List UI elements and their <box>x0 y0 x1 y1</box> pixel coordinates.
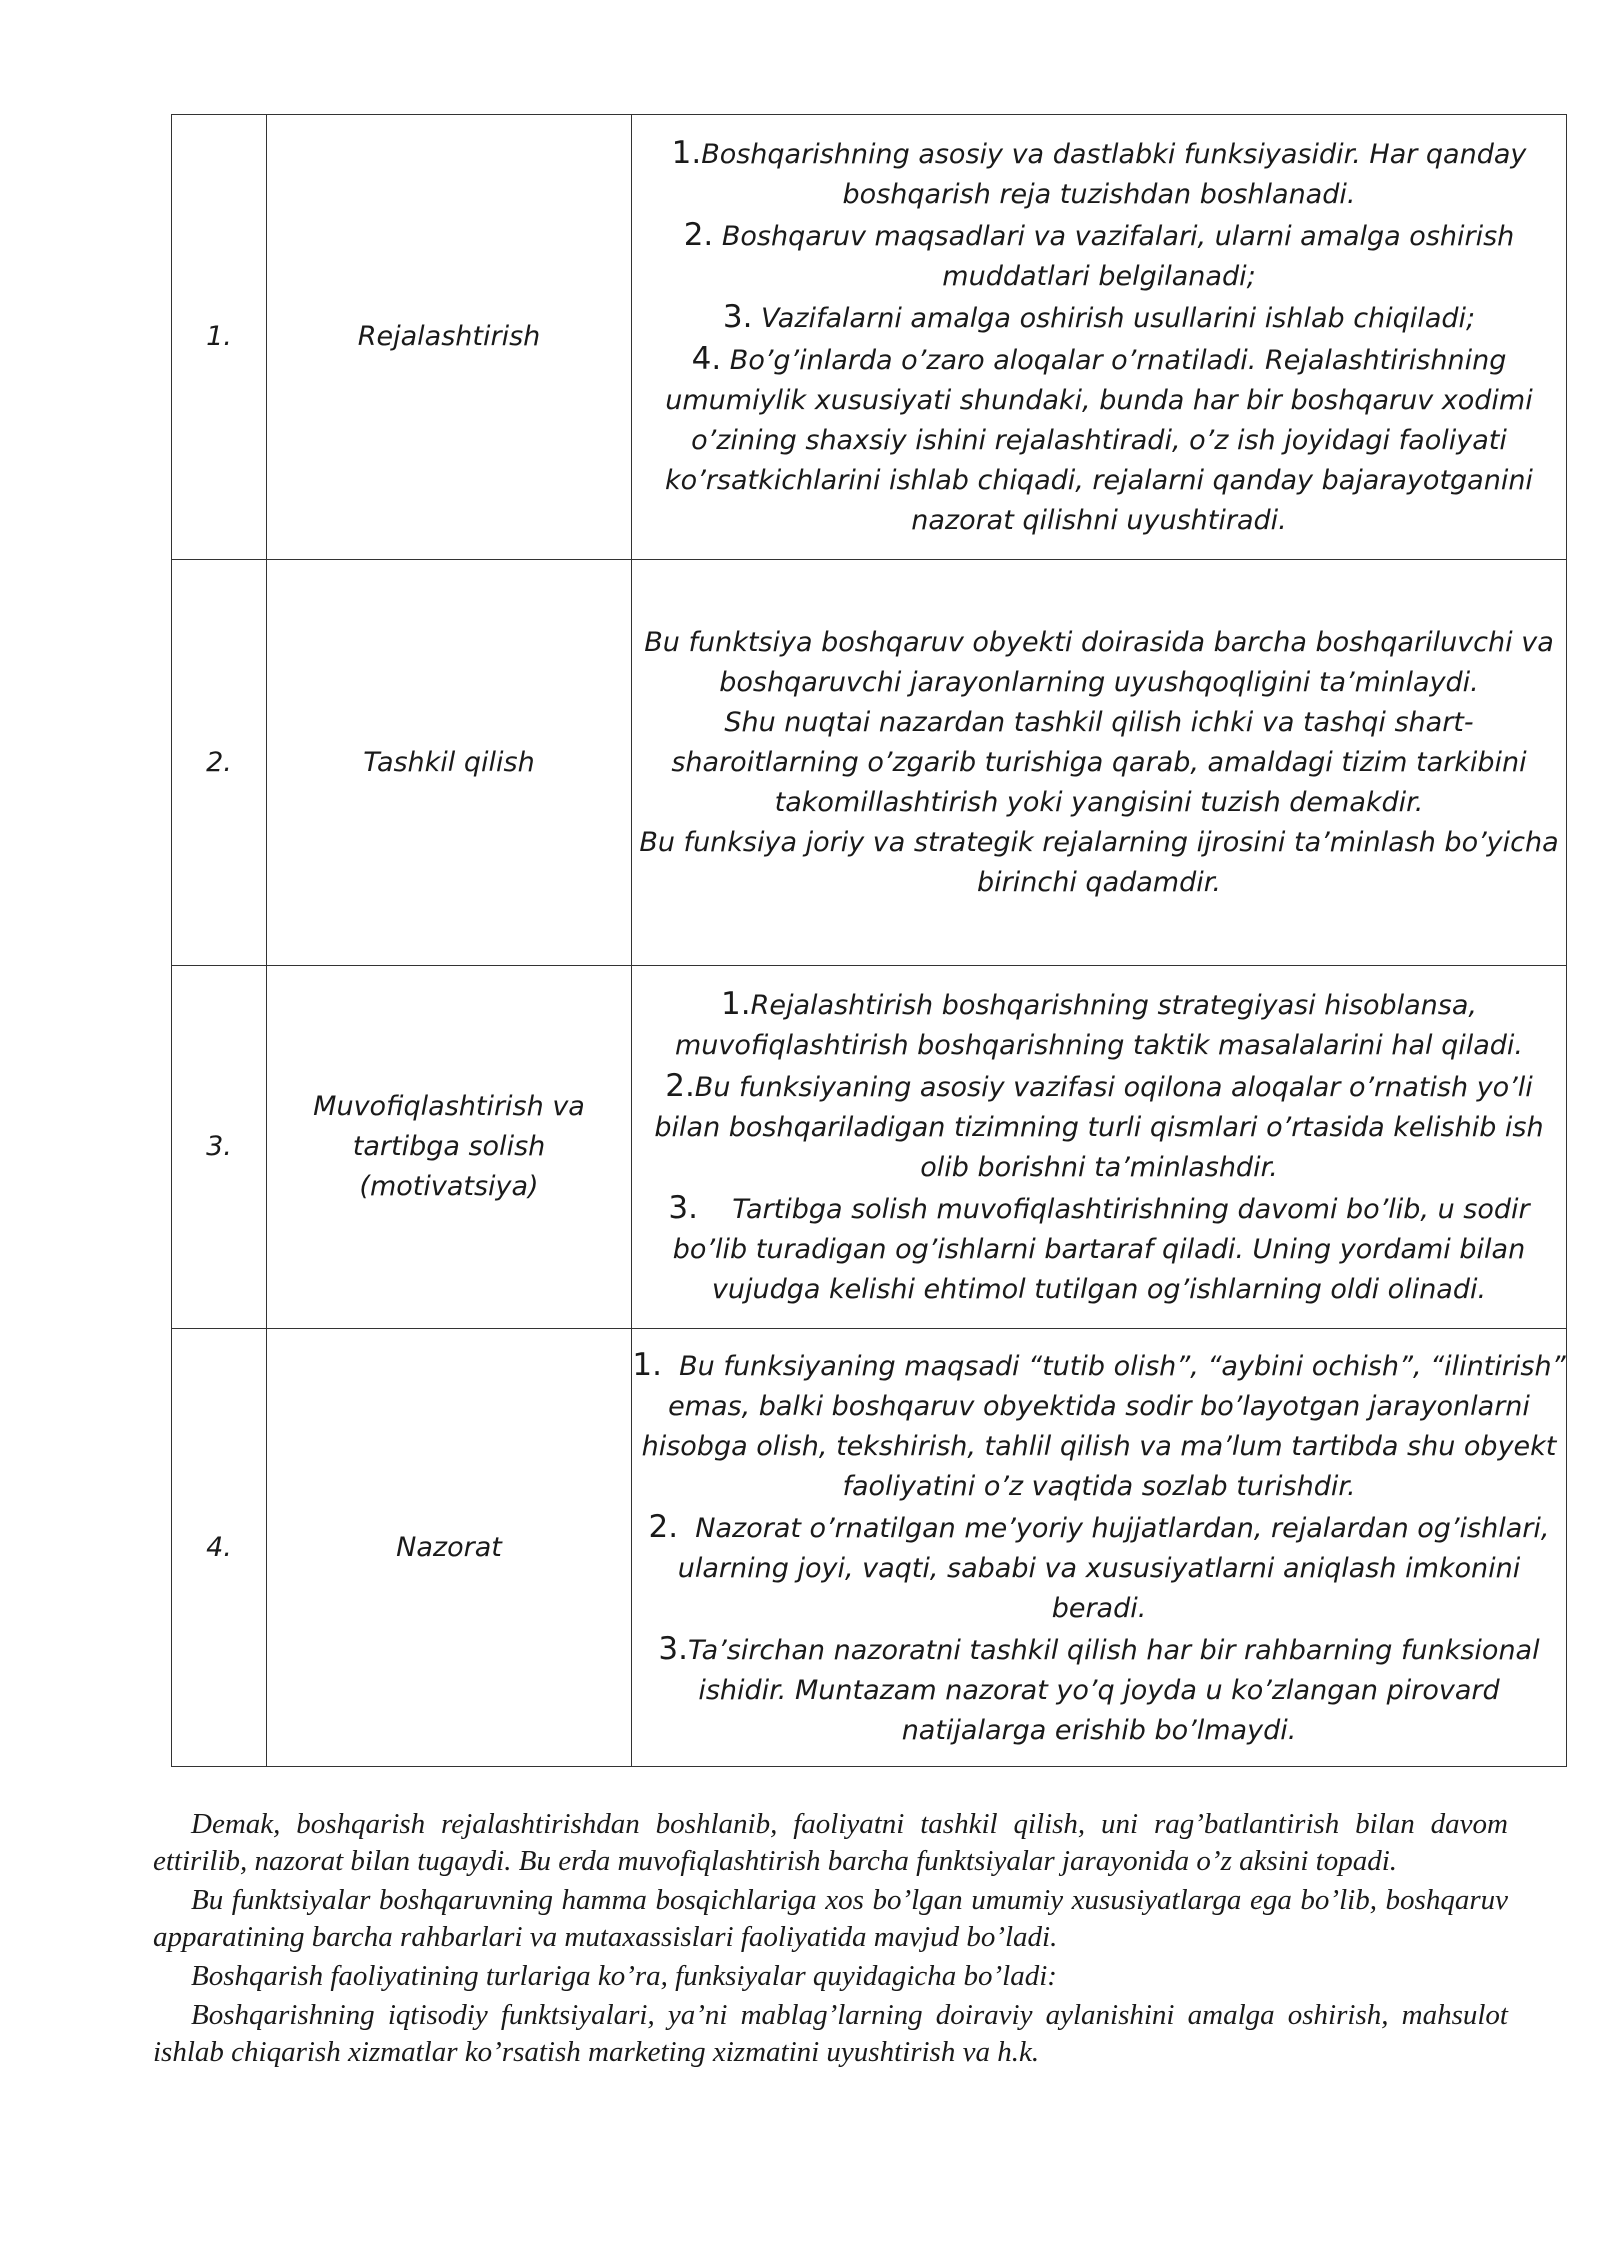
item-text: Vazifalarni amalga oshirish usullarini ishlab chiqiladi; <box>761 303 1476 334</box>
row-number: 3. <box>172 966 267 1329</box>
item-number: 3. <box>658 1630 688 1667</box>
function-name: Muvofiqlashtirish va tartibga solish (motivatsiya) <box>267 966 632 1329</box>
list-item <box>632 1345 1566 1507</box>
table-row <box>172 560 1567 966</box>
list-item <box>632 339 1566 541</box>
function-description <box>632 560 1567 966</box>
item-number: 1. <box>671 135 702 171</box>
list-item: Shu nuqtai nazardan tashkil qilish ichki va tashqi shart-sharoitlarning o’zgarib turishiga qarab, amaldagi tizim tarkibini takomillashtirish yoki yangisini tuzish demakdir. <box>671 706 1527 818</box>
list-item <box>632 1629 1566 1751</box>
function-name: Tashkil qilish <box>267 560 632 966</box>
item-text: Bo’g’inlarda o’zaro aloqalar o’rnatiladi. Rejalashtirishning umumiylik xususiyati shundaki, bunda har bir boshqaruv xodimi o’zining shaxsiy ishini rejalashtiradi, o’z ish joyidagi faoliyati ko’rsatkichlarini ishlab chiqadi, rejalarni qanday bajarayotganini nazorat qilishni uyushtiradi. <box>665 345 1533 536</box>
table-row <box>172 1329 1567 1767</box>
function-description <box>632 1329 1567 1767</box>
list-item <box>632 133 1566 215</box>
paragraph: Demak, boshqarish rejalashtirishdan boshlanib, faoliyatni tashkil qilish, uni rag’batlantirish bilan davom ettirilib, nazorat bilan tugaydi. Bu erda muvofiqlashtirish barcha funktsiyalar jarayonida o’z aksini topadi. <box>153 1808 1508 1877</box>
functions-table <box>171 114 1567 1767</box>
paragraph: Boshqarish faoliyatining turlariga ko’ra, funksiyalar quyidagicha bo’ladi: <box>191 1960 1057 1992</box>
list-item <box>632 1188 1566 1310</box>
item-number: 4. <box>691 341 722 377</box>
row-number: 1. <box>172 115 267 560</box>
paragraph: Bu funktsiyalar boshqaruvning hamma bosqichlariga xos bo’lgan umumiy xususiyatlarga ega bo’lib, boshqaruv apparatining barcha rahbarlari va mutaxassislari faoliyatida mavjud bo’ladi. <box>153 1884 1508 1953</box>
item-number: 3. <box>668 1190 698 1226</box>
item-text: Nazorat o’rnatilgan me’yoriy hujjatlardan, rejalardan og’ishlari, ularning joyi, vaqti, sababi va xususiyatlarni aniqlash imkonini beradi. <box>677 1512 1550 1624</box>
function-name: Nazorat <box>267 1329 632 1767</box>
row-number: 2. <box>172 560 267 966</box>
item-text: Bu funksiyaning asosiy vazifasi oqilona aloqalar o’rnatish yo’li bilan boshqariladigan tizimning turli qismlari o’rtasida kelishib ish olib borishni ta’minlashdir. <box>654 1072 1544 1183</box>
function-description <box>632 966 1567 1329</box>
list-item: Bu funksiya joriy va strategik rejalarning ijrosini ta’minlash bo’yicha birinchi qadamdir. <box>639 826 1559 898</box>
list-item <box>632 215 1566 297</box>
item-number: 2. <box>648 1508 679 1545</box>
item-text: Ta’sirchan nazoratni tashkil qilish har bir rahbarning funksional ishidir. Muntazam nazorat yo’q joyda u ko’zlangan pirovard natijalarga erishib bo’lmaydi. <box>687 1634 1540 1746</box>
list-item <box>632 1507 1566 1629</box>
function-name: Rejalashtirish <box>267 115 632 560</box>
list-item <box>632 984 1566 1066</box>
body-text <box>153 1806 1508 2073</box>
item-number: 2. <box>665 1068 695 1104</box>
item-number: 1. <box>632 1346 662 1383</box>
item-number: 3. <box>722 299 753 335</box>
paragraph: Boshqarishning iqtisodiy funktsiyalari, ya’ni mablag’larning doiraviy aylanishini amalga oshirish, mahsulot ishlab chiqarish xizmatlar ko’rsatish marketing xizmatini uyushtirish va h.k. <box>153 1999 1508 2068</box>
list-item <box>632 297 1566 339</box>
item-text: Tartibga solish muvofiqlashtirishning davomi bo’lib, u sodir bo’lib turadigan og’ishlarni bartaraf qiladi. Uning yordami bilan vujudga kelishi ehtimol tutilgan og’ishlarning oldi olinadi. <box>672 1194 1530 1305</box>
table-row <box>172 966 1567 1329</box>
item-text: Boshqaruv maqsadlari va vazifalari, ularni amalga oshirish muddatlari belgilanadi; <box>721 221 1515 292</box>
item-text: Boshqarishning asosiy va dastlabki funksiyasidir. Har qanday boshqarish reja tuzishdan boshlanadi. <box>701 139 1527 210</box>
list-item: Bu funktsiya boshqaruv obyekti doirasida barcha boshqariluvchi va boshqaruvchi jarayonlarning uyushqoqligini ta’minlaydi. <box>644 626 1554 698</box>
list-item <box>632 1066 1566 1188</box>
item-number: 2. <box>683 217 714 253</box>
item-number: 1. <box>721 986 751 1022</box>
table-row <box>172 115 1567 560</box>
row-number: 4. <box>172 1329 267 1767</box>
function-description <box>632 115 1567 560</box>
item-text: Bu funksiyaning maqsadi “tutib olish”, “aybini ochish”, “ilintirish” emas, balki boshqaruv obyektida sodir bo’layotgan jarayonlarni hisobga olish, tekshirish, tahlil qilish va ma’lum tartibda shu obyekt faoliyatini o’z vaqtida sozlab turishdir. <box>641 1350 1566 1502</box>
item-text: Rejalashtirish boshqarishning strategiyasi hisoblansa, muvofiqlashtirish boshqarishning taktik masalalarini hal qiladi. <box>675 990 1523 1061</box>
